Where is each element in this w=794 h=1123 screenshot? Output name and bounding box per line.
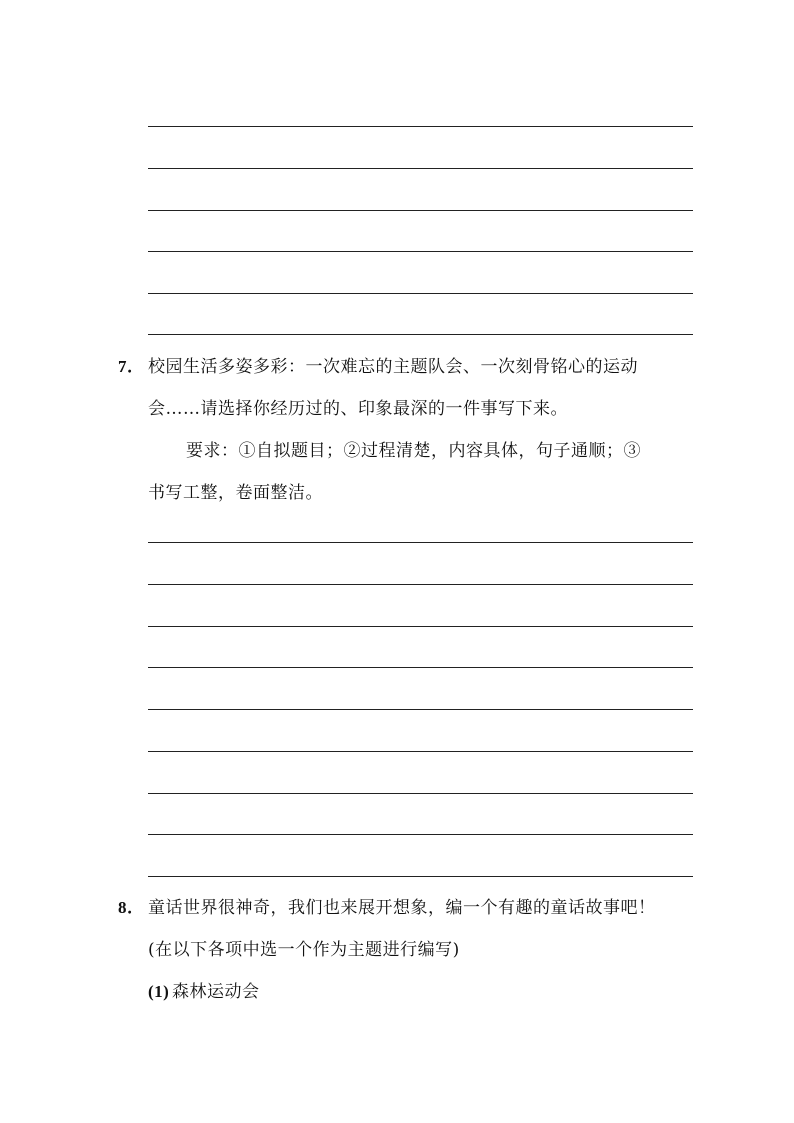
answer-line	[148, 626, 693, 627]
answer-line	[148, 793, 693, 794]
question-8-number: 8．	[118, 898, 145, 917]
question-8-prompt: 童话世界很神奇，我们也来展开想象，编一个有趣的童话故事吧！	[148, 898, 656, 918]
question-7-prompt-line1: 校园生活多姿多彩：一次难忘的主题队会、一次刻骨铭心的运动	[148, 357, 638, 377]
question-8-option-1-number: (1)	[148, 982, 170, 1001]
question-7-number: 7．	[118, 357, 145, 376]
answer-line	[148, 584, 693, 585]
question-8-option-1-text: 森林运动会	[172, 982, 260, 1002]
answer-line	[148, 751, 693, 752]
answer-line	[148, 709, 693, 710]
answer-line	[148, 876, 693, 877]
answer-line	[148, 542, 693, 543]
question-8-note: (在以下各项中选一个作为主题进行编写)	[148, 940, 460, 960]
answer-line	[148, 667, 693, 668]
question-7-prompt-line2: 会……请选择你经历过的、印象最深的一件事写下来。	[148, 399, 568, 419]
writing-line	[148, 251, 693, 252]
writing-line	[148, 210, 693, 211]
question-7-requirement-line2: 书写工整，卷面整洁。	[148, 483, 323, 503]
writing-line	[148, 293, 693, 294]
writing-line	[148, 126, 693, 127]
writing-line	[148, 334, 693, 335]
writing-line	[148, 168, 693, 169]
question-7-requirement-line1: 要求：①自拟题目；②过程清楚，内容具体，句子通顺；③	[186, 441, 641, 461]
answer-line	[148, 834, 693, 835]
